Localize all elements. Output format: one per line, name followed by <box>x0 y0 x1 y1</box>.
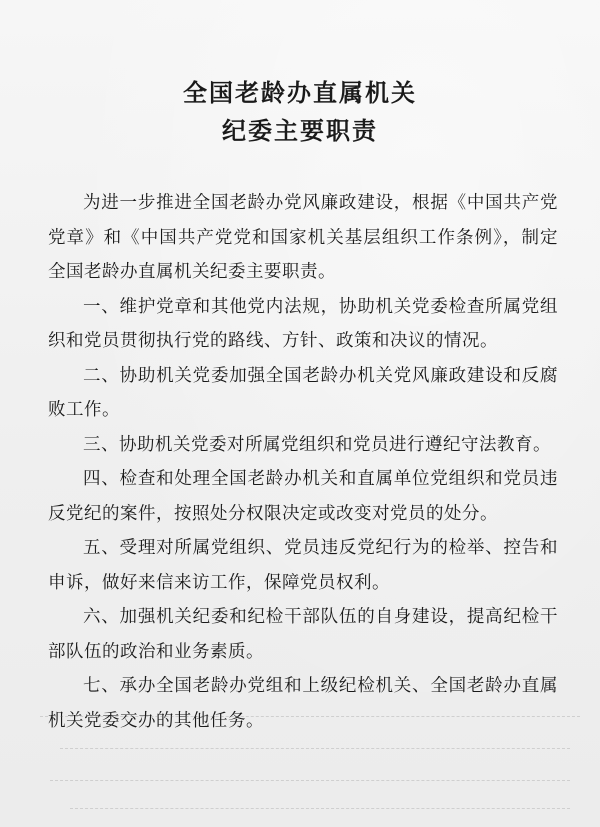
paper-bleed-through <box>60 748 570 750</box>
duty-item-6: 六、加强机关纪委和纪检干部队伍的自身建设，提高纪检干部队伍的政治和业务素质。 <box>48 607 558 662</box>
paper-bleed-through <box>50 780 570 782</box>
document-title-line-1: 全国老龄办直属机关 <box>183 78 417 107</box>
document-title-line-2: 纪委主要职责 <box>222 116 378 145</box>
duty-item-4: 四、检查和处理全国老龄办机关和直属单位党组织和党员违反党纪的案件，按照处分权限决定或改变对党员的处分。 <box>48 469 558 524</box>
duty-item-7: 七、承办全国老龄办党组和上级纪检机关、全国老龄办直属机关党委交办的其他任务。 <box>48 676 558 731</box>
duty-item-1: 一、维护党章和其他党内法规，协助机关党委检查所属党组织和党员贯彻执行党的路线、方针、政策和决议的情况。 <box>48 296 558 351</box>
paper-bleed-through <box>70 808 570 810</box>
duty-item-5: 五、受理对所属党组织、党员违反党纪行为的检举、控告和申诉，做好来信来访工作，保障党员权利。 <box>48 538 558 593</box>
paper-bleed-through <box>40 716 580 718</box>
duty-item-3: 三、协助机关党委对所属党组织和党员进行遵纪守法教育。 <box>83 434 551 455</box>
intro-paragraph: 为进一步推进全国老龄办党风廉政建设，根据《中国共产党党章》和《中国共产党党和国家机关基层组织工作条例》，制定全国老龄办直属机关纪委主要职责。 <box>48 193 558 282</box>
document-body <box>48 186 558 738</box>
duty-item-2: 二、协助机关党委加强全国老龄办机关党风廉政建设和反腐败工作。 <box>48 365 558 420</box>
